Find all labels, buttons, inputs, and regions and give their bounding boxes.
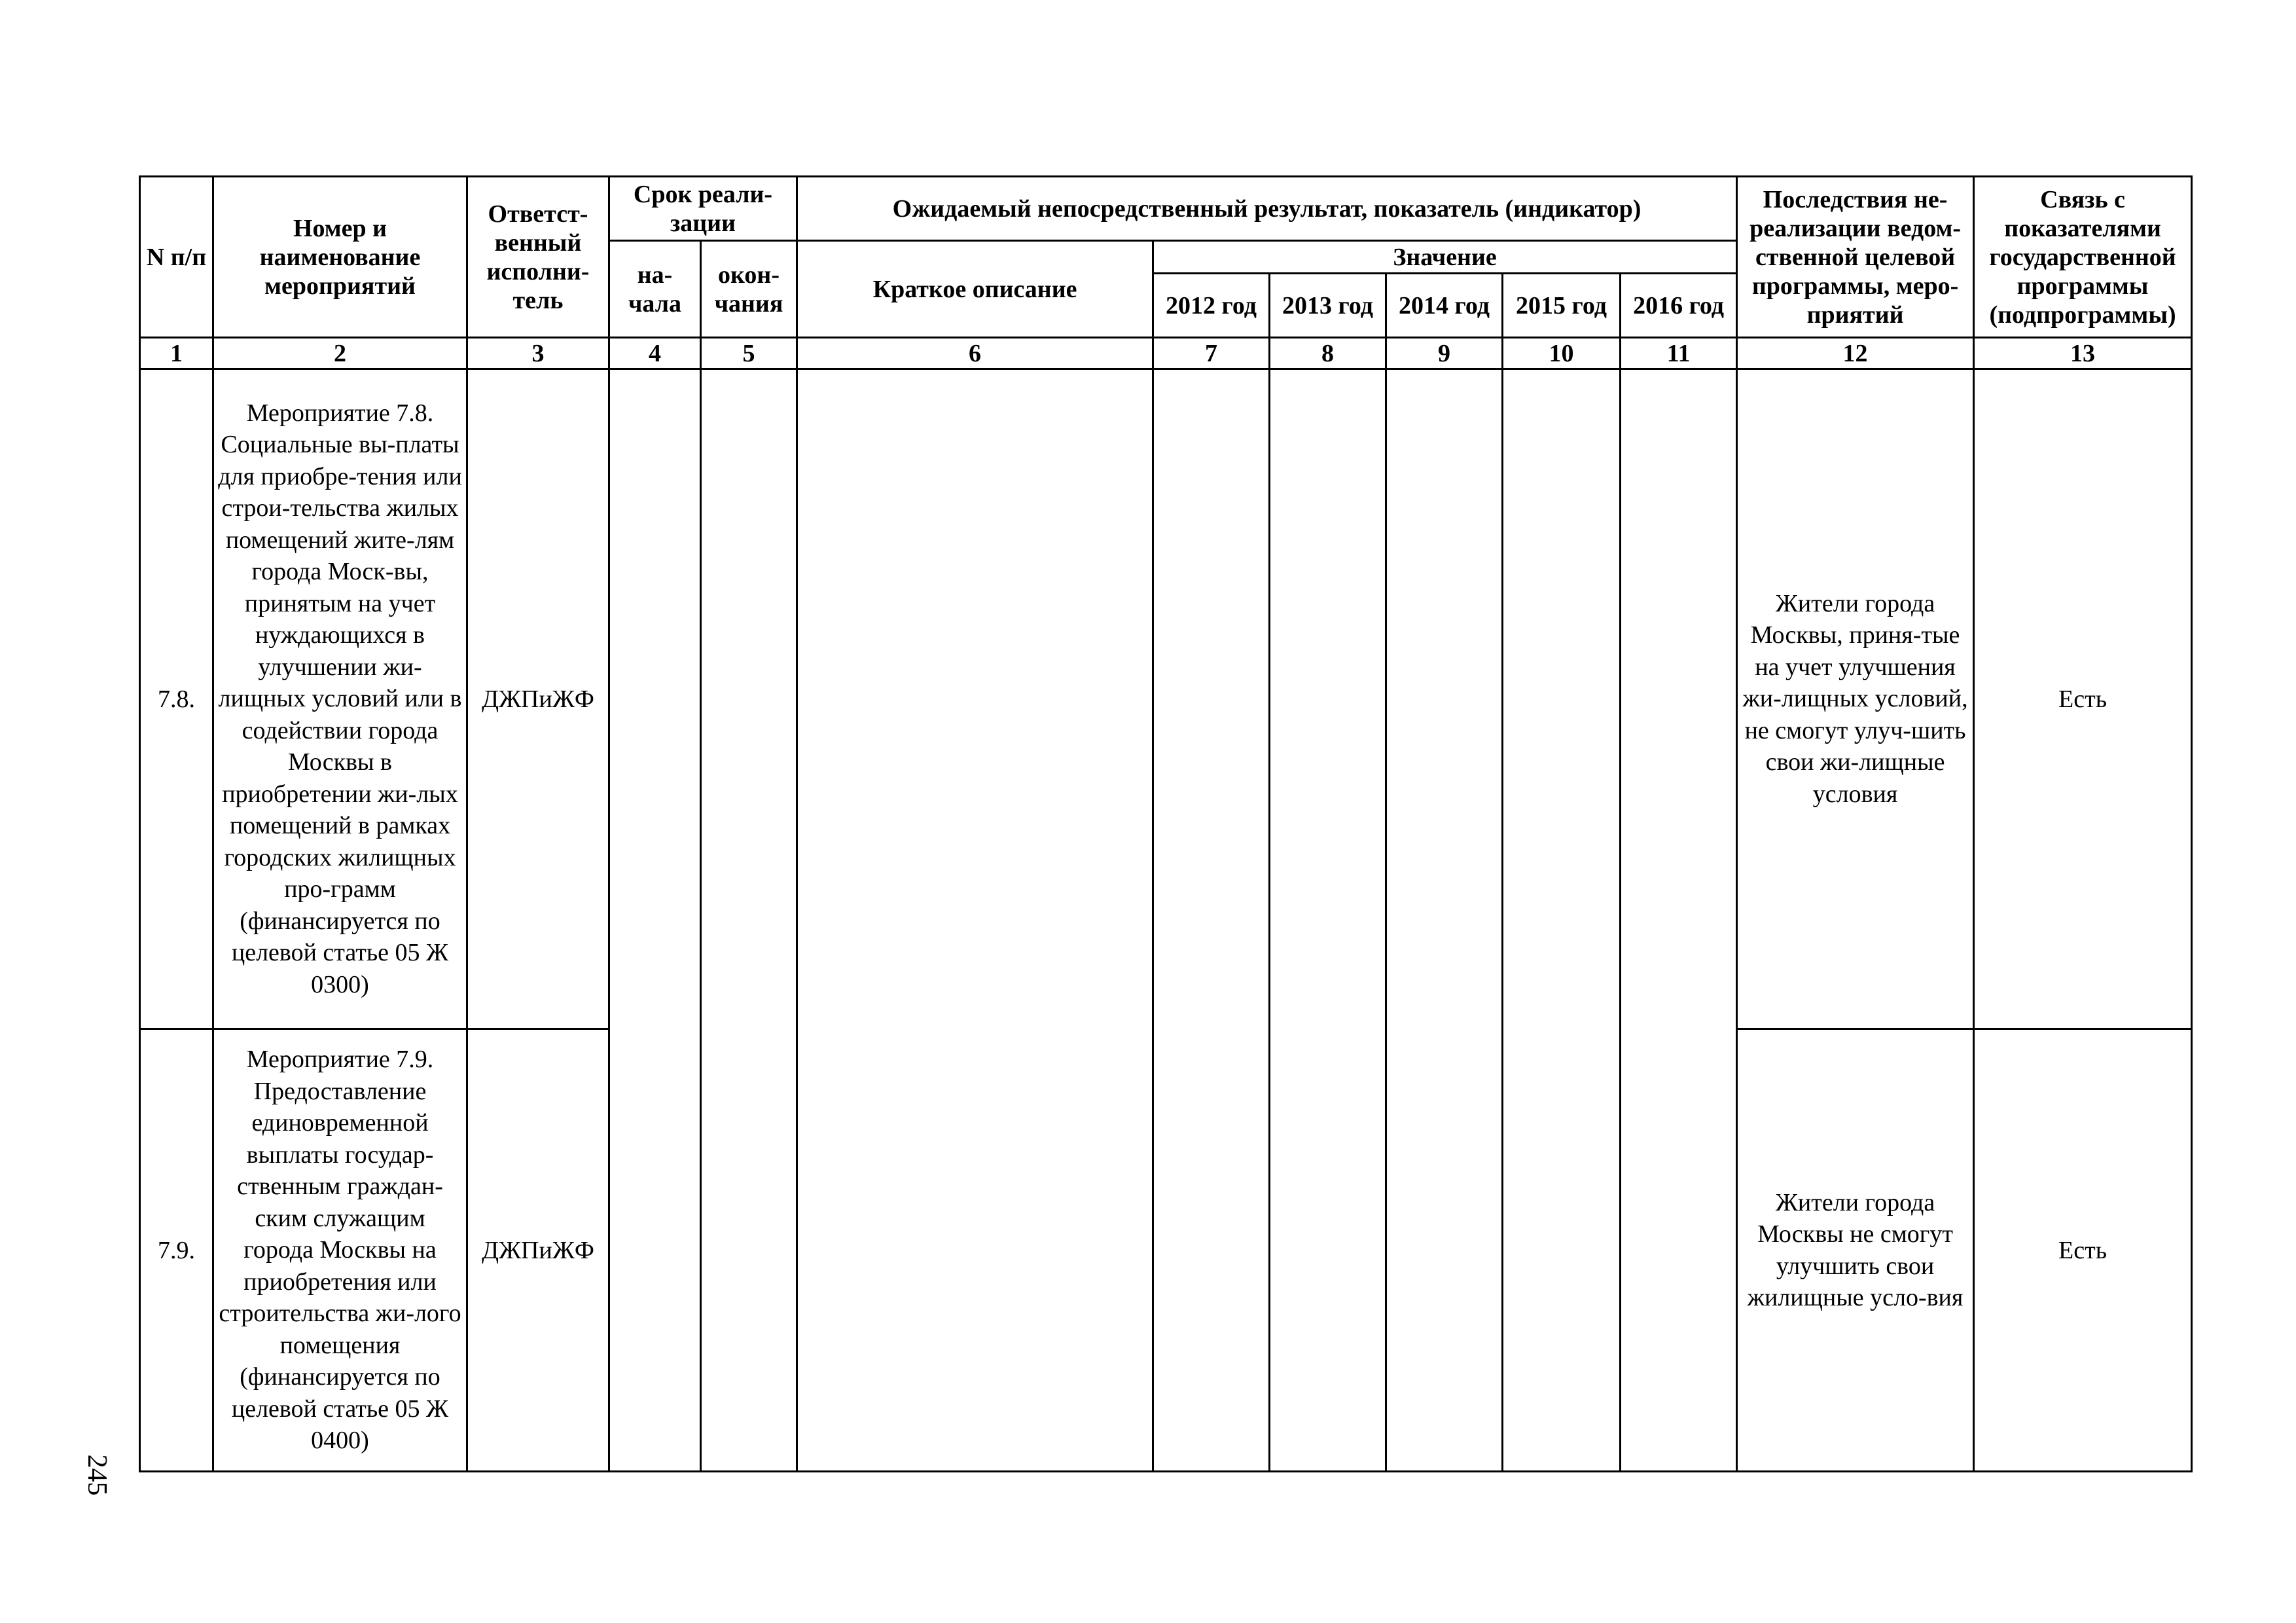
activity-name: Мероприятие 7.9. Предоставление единовременной выплаты государ-ственным граждан-ским служащим города Москвы на приобретения или строительства жи-лого помещения (финансируется по целевой статье 05 Ж 0400) [213, 1029, 467, 1472]
column-number: 1 [140, 338, 213, 369]
column-number: 2 [213, 338, 467, 369]
table-row [140, 369, 2192, 1029]
program-link: Есть [1974, 1029, 2192, 1472]
header-year: 2015 год [1503, 274, 1621, 338]
responsible-executor: ДЖПиЖФ [467, 1029, 609, 1472]
short-description-cell [797, 369, 1153, 1472]
column-number: 12 [1737, 338, 1974, 369]
column-number: 10 [1503, 338, 1621, 369]
header-period: Срок реали-зации [609, 177, 797, 241]
header-responsible: Ответст-венный исполни-тель [467, 177, 609, 338]
consequences: Жители города Москвы, приня-тые на учет улучшения жи-лищных условий, не смогут улуч-шить свои жи-лищные условия [1737, 369, 1974, 1029]
value-2012-cell [1153, 369, 1270, 1472]
column-number: 3 [467, 338, 609, 369]
consequences: Жители города Москвы не смогут улучшить свои жилищные усло-вия [1737, 1029, 1974, 1472]
header-expected-result: Ожидаемый непосредственный результат, показатель (индикатор) [797, 177, 1737, 241]
header-n: N п/п [140, 177, 213, 338]
end-cell [701, 369, 797, 1472]
header-year: 2014 год [1386, 274, 1503, 338]
header-link: Связь с показателями государственной программы (подпрограммы) [1974, 177, 2192, 338]
value-2014-cell [1386, 369, 1503, 1472]
column-number: 8 [1270, 338, 1386, 369]
header-consequences: Последствия не-реализации ведом-ственной целевой программы, меро-приятий [1737, 177, 1974, 338]
header-short-description: Краткое описание [797, 241, 1153, 338]
column-number: 9 [1386, 338, 1503, 369]
column-number: 7 [1153, 338, 1270, 369]
start-cell [609, 369, 701, 1472]
header-year: 2013 год [1270, 274, 1386, 338]
column-number: 6 [797, 338, 1153, 369]
value-2016-cell [1621, 369, 1737, 1472]
activities-table [139, 175, 2193, 1472]
column-number: 13 [1974, 338, 2192, 369]
header-end: окон-чания [701, 241, 797, 338]
row-number: 7.9. [140, 1029, 213, 1472]
header-year: 2012 год [1153, 274, 1270, 338]
column-number: 11 [1621, 338, 1737, 369]
header-value: Значение [1153, 241, 1737, 274]
header-name: Номер и наименование мероприятий [213, 177, 467, 338]
activity-name: Мероприятие 7.8. Социальные вы-платы для приобре-тения или строи-тельства жилых помещений жите-лям города Моск-вы, принятым на учет нуждающихся в улучшении жи-лищных условий или в содействии города Москвы в приобретении жи-лых помещений в рамках городских жилищных про-грамм (финансируется по целевой статье 05 Ж 0300) [213, 369, 467, 1029]
value-2013-cell [1270, 369, 1386, 1472]
column-number: 4 [609, 338, 701, 369]
value-2015-cell [1503, 369, 1621, 1472]
page-number: 245 [82, 1454, 112, 1496]
header-year: 2016 год [1621, 274, 1737, 338]
header-start: на-чала [609, 241, 701, 338]
row-number: 7.8. [140, 369, 213, 1029]
program-link: Есть [1974, 369, 2192, 1029]
column-number: 5 [701, 338, 797, 369]
responsible-executor: ДЖПиЖФ [467, 369, 609, 1029]
